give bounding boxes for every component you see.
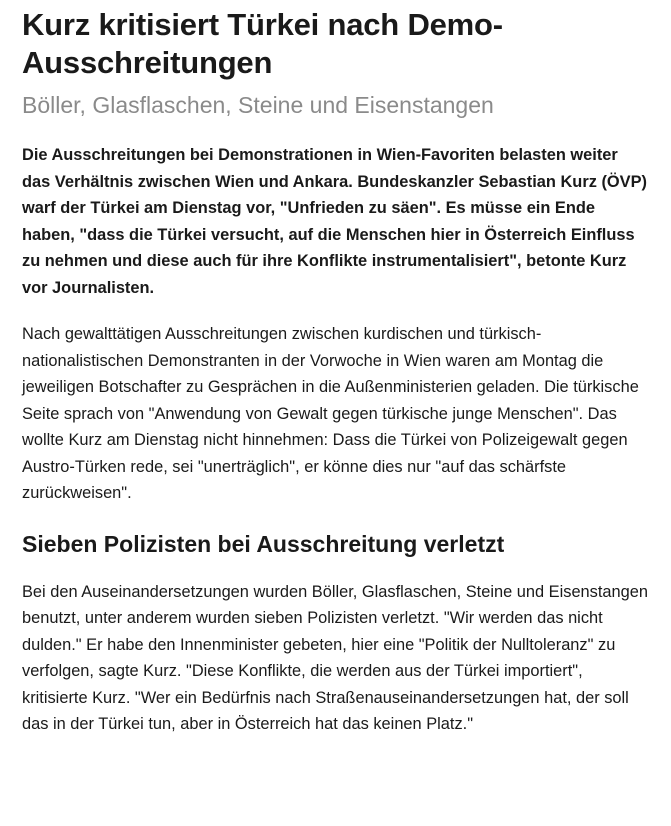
article-paragraph-1: Nach gewalttätigen Ausschreitungen zwischen kurdischen und türkisch-nationalistischen Demonstranten in der Vorwoche in Wien waren am Montag die jeweiligen Botschafter zu Gesprächen in die Außenministerien geladen. Die türkische Seite sprach von "Anwendung von Gewalt gegen türkische junge Menschen". Das wollte Kurz am Dienstag nicht hinnehmen: Dass die Türkei von Polizeigewalt gegen Austro-Türken rede, sei "unerträglich", er könne dies nur "auf das schärfste zurückweisen". bbox=[22, 325, 639, 502]
article-lead-paragraph: Die Ausschreitungen bei Demonstrationen in Wien-Favoriten belasten weiter das Verhältnis zwischen Wien und Ankara. Bundeskanzler Sebastian Kurz (ÖVP) warf der Türkei am Dienstag vor, "Unfrieden zu säen". Es müsse ein Ende haben, "dass die Türkei versucht, auf die Menschen hier in Österreich Einfluss zu nehmen und diese auch für ihre Konflikte instrumentalisiert", betonte Kurz vor Journalisten. bbox=[22, 146, 647, 297]
article-paragraph-2: Bei den Auseinandersetzungen wurden Böller, Glasflaschen, Steine und Eisenstangen benutzt, unter anderem wurden sieben Polizisten verletzt. "Wir werden das nicht dulden." Er habe den Innenminister gebeten, hier eine "Politik der Nulltoleranz" zu verfolgen, sagte Kurz. "Diese Konflikte, die werden aus der Türkei importiert", kritisierte Kurz. "Wer ein Bedürfnis nach Straßenauseinandersetzungen hat, der soll das in der Türkei tun, aber in Österreich hat das keinen Platz." bbox=[22, 582, 649, 733]
article-subtitle: Böller, Glasflaschen, Steine und Eisenstangen bbox=[22, 92, 494, 118]
section-heading: Sieben Polizisten bei Ausschreitung verletzt bbox=[22, 530, 505, 557]
article-headline: Kurz kritisiert Türkei nach Demo-Ausschreitungen bbox=[22, 7, 503, 80]
